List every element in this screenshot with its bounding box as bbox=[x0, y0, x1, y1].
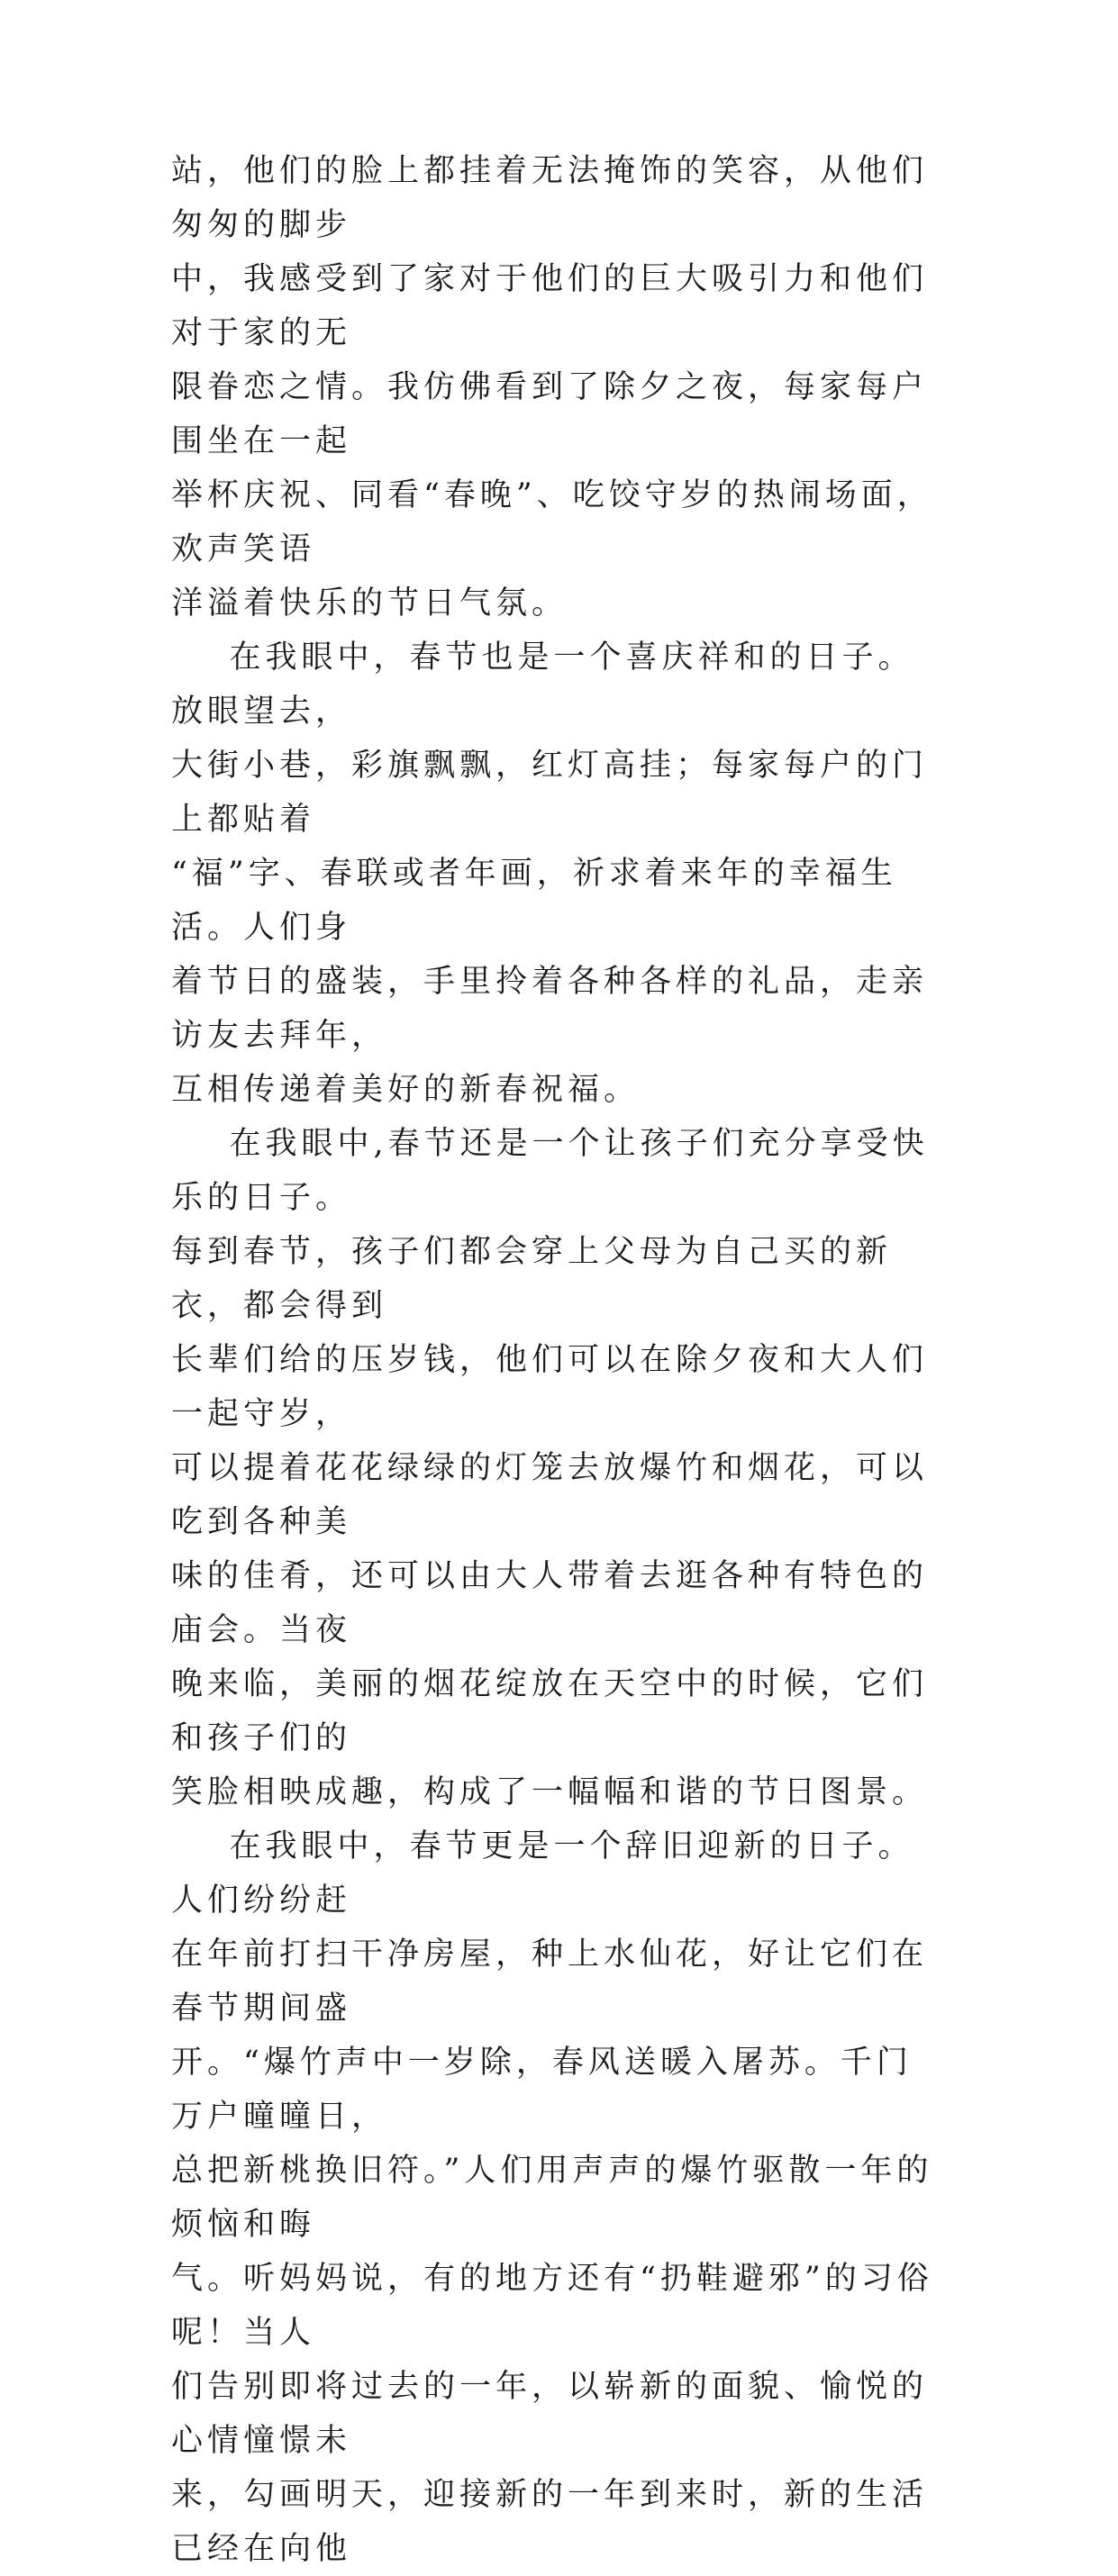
text-line: 互相传递着美好的新春祝福。 bbox=[171, 1072, 641, 1108]
text-line: 长辈们给的压岁钱，他们可以在除夕夜和大人们一起守岁， bbox=[171, 1342, 929, 1432]
text-line: 着节日的盛装，手里拎着各种各样的礼品，走亲访友去拜年， bbox=[171, 964, 929, 1054]
text-line: 味的佳肴，还可以由大人带着去逛各种有特色的庙会。当夜 bbox=[171, 1558, 929, 1648]
text-line: 气。听妈妈说，有的地方还有“扔鞋避邪”的习俗呢！当人 bbox=[171, 2261, 933, 2351]
text-line: 在我眼中,春节还是一个让孩子们充分享受快乐的日子。 bbox=[171, 1126, 929, 1216]
text-line: 站，他们的脸上都挂着无法掩饰的笑容，从他们匆匆的脚步 bbox=[171, 153, 929, 243]
text-line: 们告别即将过去的一年，以崭新的面貌、愉悦的心情憧憬未 bbox=[171, 2369, 929, 2459]
text-line: “福”字、春联或者年画，祈求着来年的幸福生活。人们身 bbox=[171, 856, 897, 946]
text-line: 大街小巷，彩旗飘飘，红灯高挂；每家每户的门上都贴着 bbox=[171, 748, 929, 838]
text-line: 来，勾画明天，迎接新的一年到来时，新的生活已经在向他 bbox=[171, 2477, 929, 2567]
text-line: 举杯庆祝、同看“春晚”、吃饺守岁的热闹场面，欢声笑语 bbox=[171, 477, 933, 567]
text-line: 笑脸相映成趣，构成了一幅幅和谐的节日图景。 bbox=[171, 1774, 929, 1810]
text-line: 每到春节，孩子们都会穿上父母为自己买的新衣，都会得到 bbox=[171, 1234, 893, 1324]
text-line: 限眷恋之情。我仿佛看到了除夕之夜，每家每户围坐在一起 bbox=[171, 369, 929, 459]
text-line: 中，我感受到了家对于他们的巨大吸引力和他们对于家的无 bbox=[171, 261, 929, 351]
text-line: 可以提着花花绿绿的灯笼去放爆竹和烟花，可以吃到各种美 bbox=[171, 1450, 929, 1540]
text-line: 晚来临，美丽的烟花绽放在天空中的时候，它们和孩子们的 bbox=[171, 1666, 929, 1756]
text-line: 洋溢着快乐的节日气氛。 bbox=[171, 585, 568, 621]
text-line: 总把新桃换旧符。”人们用声声的爆竹驱散一年的烦恼和晦 bbox=[171, 2153, 933, 2243]
text-line: 在我眼中，春节更是一个辞旧迎新的日子。人们纷纷赶 bbox=[171, 1828, 914, 1918]
body-text bbox=[171, 144, 946, 2576]
text-line: 在年前打扫干净房屋，种上水仙花，好让它们在春节期间盛 bbox=[171, 1937, 929, 2027]
text-line: 在我眼中，春节也是一个喜庆祥和的日子。放眼望去， bbox=[171, 639, 914, 730]
text-line: 开。“爆竹声中一岁除，春风送暖入屠苏。千门万户曈曈日， bbox=[171, 2045, 913, 2135]
